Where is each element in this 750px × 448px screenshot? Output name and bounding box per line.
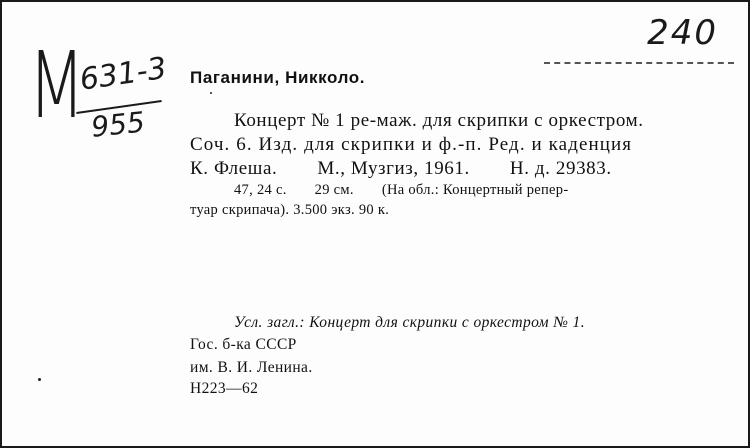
library-line-2: им. В. И. Ленина. (190, 359, 313, 376)
publisher-number: Н. д. 29383. (509, 158, 612, 179)
handwritten-stamp-letter: M (28, 32, 84, 139)
ink-speck (38, 378, 41, 381)
uniform-title: Усл. загл.: Концерт для скрипки с оркестром № 1. (234, 314, 585, 331)
inventory-number: 240 (647, 13, 718, 53)
imprint: М., Музгиз, 1961. (317, 158, 470, 179)
note-start: (На обл.: Концертный репер- (381, 182, 569, 198)
classification-number-bottom: 955 (89, 105, 147, 144)
author-heading: Паганини, Никколо. (190, 68, 366, 87)
physical-description (234, 182, 568, 199)
card-number: Н223—62 (190, 380, 259, 397)
library-line-1: Гос. б-ка СССР (190, 336, 297, 353)
size: 29 см. (314, 182, 354, 198)
editor-name: К. Флеша. (190, 158, 278, 179)
note-end: туар скрипача). 3.500 экз. 90 к. (190, 202, 390, 218)
title-line-1: Концерт № 1 ре-маж. для скрипки с оркестром. (234, 110, 644, 131)
pages: 47, 24 с. (234, 182, 287, 198)
dashed-rule (544, 62, 734, 68)
ink-speck (210, 92, 212, 94)
title-line-3 (190, 158, 612, 180)
classification-number-top: 631-3 (77, 50, 169, 98)
title-line-2: Соч. 6. Изд. для скрипки и ф.-п. Ред. и каденция (190, 134, 633, 155)
